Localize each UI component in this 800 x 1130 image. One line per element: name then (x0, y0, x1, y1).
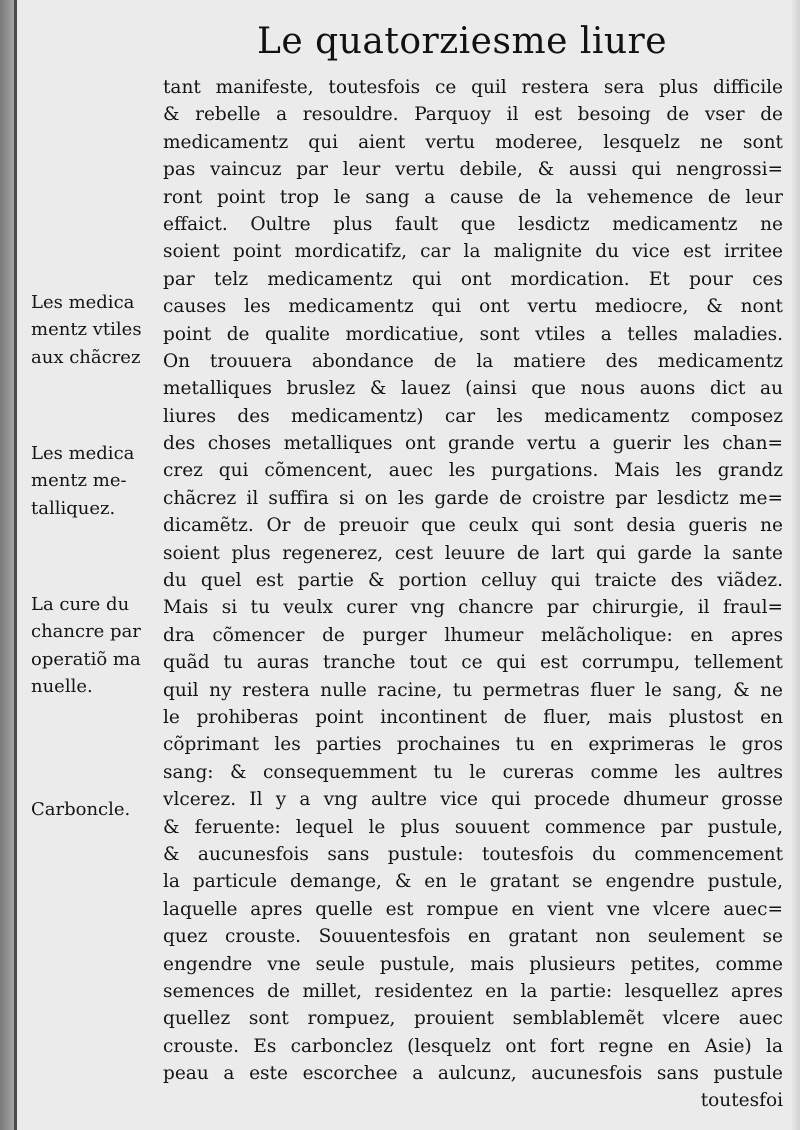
text-line: vlcerez. Il y a vng aultre vice qui procede dhumeur grosse (163, 789, 783, 811)
text-line: sang: & consequemment tu le cureras comme les aultres (163, 761, 783, 783)
margin-note-medicamentz-vtiles (31, 289, 167, 371)
text-line: engendre vne seule pustule, mais plusieurs petites, comme (163, 953, 783, 975)
text-line: par telz medicamentz qui ont mordication. Et pour ces (163, 268, 783, 290)
text-line: quez crouste. Souuentesfois en gratant non seulement se (163, 926, 783, 948)
text-line: chãcrez il suffira si on les garde de croistre par lesdictz me= (163, 487, 783, 509)
text-line: des choses metalliques ont grande vertu a guerir les chan= (163, 433, 783, 455)
text-line: & feruente: lequel le plus souuent commence par pustule, (163, 816, 783, 838)
text-line: du quel est partie & portion celluy qui traicte des viãdez. (163, 570, 783, 592)
margin-note-line: mentz me- (31, 470, 127, 492)
text-line: medicamentz qui aient vertu moderee, lesquelz ne sont (163, 131, 783, 153)
text-line: quellez sont rompuez, prouient semblablemẽt vlcere auec (163, 1008, 783, 1030)
text-line: metalliques bruslez & lauez (ainsi que nous auons dict au (163, 378, 783, 400)
margin-note-line: Les medica (31, 292, 135, 313)
margin-note-line: aux chãcrez (31, 346, 141, 368)
text-line: quil ny restera nulle racine, tu permetras fluer le sang, & ne (163, 679, 783, 701)
text-line: crouste. Es carbonclez (lesquelz ont fort regne en Asie) la (163, 1035, 783, 1057)
text-line: dra cõmencer de purger lhumeur melãcholique: en apres (163, 624, 783, 646)
margin-note-line: operatiõ ma (31, 648, 141, 670)
text-line: soient point mordicatifz, car la malignite du vice est irritee (163, 241, 783, 263)
text-line: causes les medicamentz qui ont vertu mediocre, & nont (163, 296, 783, 318)
text-line: Mais si tu veulx curer vng chancre par chirurgie, il fraul= (163, 597, 783, 619)
text-line: crez qui cõmencent, auec les purgations. Mais les grandz (163, 460, 783, 482)
text-line: la particule demange, & en le gratant se engendre pustule, (163, 871, 783, 893)
text-line: peau a este escorchee a aulcunz, aucunesfois sans pustule (163, 1063, 783, 1085)
text-line: quãd tu auras tranche tout ce qui est corrumpu, tellement (163, 652, 783, 674)
running-head: Le quatorziesme liure (257, 21, 668, 62)
margin-note-line: Les medica (31, 443, 135, 464)
scan-border (0, 0, 14, 1130)
text-line: cõprimant les parties prochaines tu en exprimeras le gros (163, 734, 783, 756)
text-line: effaict. Oultre plus fault que lesdictz medicamentz ne (163, 213, 783, 235)
margin-note-line: chancre par (31, 621, 141, 643)
text-line: soient plus regenerez, cest leuure de lart qui garde la sante (163, 542, 783, 564)
text-line: point de qualite mordicatiue, sont vtiles a telles maladies. (163, 323, 783, 345)
text-line: semences de millet, residentez en la partie: lesquellez apres (163, 980, 783, 1002)
text-line: laquelle apres quelle est rompue en vient vne vlcere auec= (163, 898, 783, 920)
margin-note-line: nuelle. (31, 676, 93, 698)
margin-note-line: La cure du (31, 594, 130, 615)
page-edge-shadow (792, 0, 800, 1130)
text-line: liures des medicamentz) car les medicamentz composez (163, 405, 783, 427)
catchword: toutesfoi (700, 1090, 783, 1112)
text-line: pas vaincuz par leur vertu debile, & aussi qui nengrossi= (163, 159, 783, 181)
body-text (163, 74, 783, 1115)
text-line: & aucunesfois sans pustule: toutesfois du commencement (163, 843, 783, 865)
text-line: le prohiberas point incontinent de fluer, mais plustost en (163, 706, 783, 728)
margin-note-medicamentz-metalliquez (31, 440, 167, 522)
text-line: & rebelle a resouldre. Parquoy il est besoing de vser de (163, 104, 783, 126)
margin-note-line: Carboncle. (31, 799, 131, 820)
book-page (14, 0, 800, 1130)
margin-note-cure-du-chancre (31, 591, 167, 701)
text-line: tant manifeste, toutesfois ce quil restera sera plus difficile (163, 77, 783, 98)
text-line: On trouuera abondance de la matiere des medicamentz (163, 350, 783, 372)
margin-note-carboncle (31, 796, 167, 823)
margin-note-line: mentz vtiles (31, 319, 142, 341)
margin-note-line: talliquez. (31, 497, 116, 519)
text-line: dicamẽtz. Or de preuoir que ceulx qui sont desia gueris ne (163, 515, 783, 537)
text-line: ront point trop le sang a cause de la vehemence de leur (163, 186, 783, 208)
